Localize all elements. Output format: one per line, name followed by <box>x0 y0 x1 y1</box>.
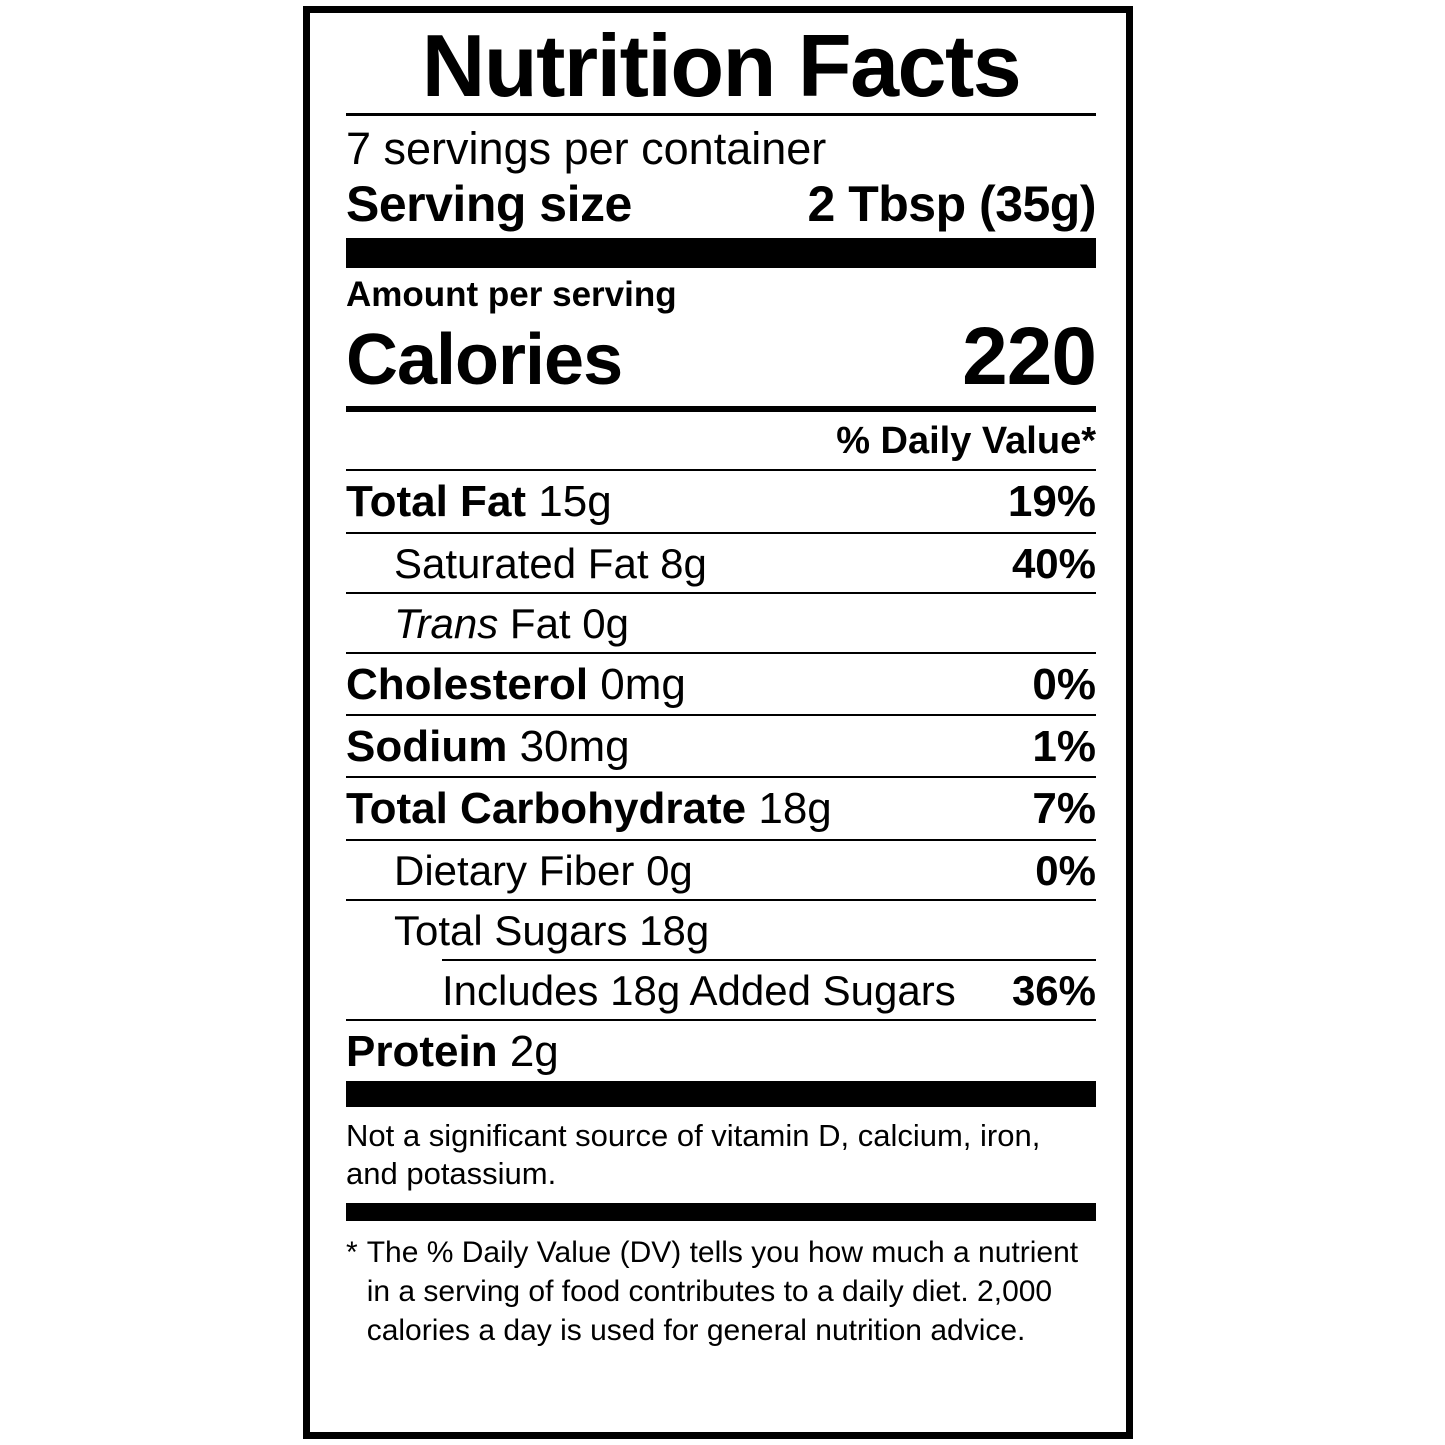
nutrient-name: Protein <box>346 1026 498 1076</box>
footnote-star: * <box>346 1235 358 1269</box>
nutrient-name: Includes 18g Added Sugars <box>442 966 956 1014</box>
amount-per-serving-label: Amount per serving <box>346 274 677 314</box>
nutrient-dv: 40% <box>1011 539 1096 587</box>
nutrient-name: Trans <box>394 599 499 647</box>
nutrition-facts-panel <box>303 6 1133 1439</box>
daily-value-header: % Daily Value* <box>836 420 1096 463</box>
nutrient-name: Saturated Fat <box>394 539 649 587</box>
nutrient-name: Total Carbohydrate <box>346 784 747 834</box>
nutrient-amount: 15g <box>538 477 612 527</box>
not-significant-source-note: Not a significant source of vitamin D, calcium, iron, and potassium. <box>346 1117 1041 1191</box>
calories-row <box>346 311 1096 406</box>
nutrient-label <box>394 907 709 954</box>
divider-thick-bottom <box>346 1081 1096 1107</box>
nutrient-amount: Fat 0g <box>509 599 629 647</box>
nutrient-label <box>346 1027 559 1076</box>
table-row <box>346 594 1096 652</box>
table-row <box>346 961 1096 1019</box>
calories-value: 220 <box>962 311 1096 403</box>
nutrient-label <box>346 477 612 526</box>
divider-thick-top <box>346 238 1096 268</box>
nutrient-amount: 8g <box>660 539 707 587</box>
table-row <box>346 471 1096 531</box>
divider-above-footnote <box>346 1203 1096 1221</box>
table-row <box>346 534 1096 592</box>
serving-size-label: Serving size <box>346 175 632 232</box>
nutrient-dv: 19% <box>1007 477 1096 527</box>
nutrient-label <box>394 600 629 647</box>
nutrient-amount: 18g <box>639 906 710 954</box>
nutrient-dv: 7% <box>1032 784 1096 834</box>
table-row <box>346 778 1096 838</box>
nutrient-name: Dietary Fiber <box>394 846 635 894</box>
footnote-text: The % Daily Value (DV) tells you how much a nutrient in a serving of food contributes to a daily diet. 2,000 calories a day is used for general nutrition advice. <box>366 1235 1079 1347</box>
nutrient-name: Cholesterol <box>346 659 589 709</box>
nutrient-dv: 36% <box>1011 966 1096 1014</box>
nutrient-name: Total Sugars <box>394 906 628 954</box>
nutrient-dv: 1% <box>1032 722 1096 772</box>
panel-inner <box>346 16 1096 1432</box>
nutrient-amount: 0mg <box>600 659 686 709</box>
table-row <box>346 841 1096 899</box>
serving-size-value: 2 Tbsp (35g) <box>807 175 1096 232</box>
table-row <box>346 716 1096 776</box>
table-row <box>346 1021 1096 1081</box>
nutrient-amount: 18g <box>758 784 832 834</box>
nutrient-label <box>346 660 686 709</box>
table-row <box>346 901 1096 959</box>
servings-per-container: 7 servings per container <box>346 122 827 174</box>
panel-title: Nutrition Facts <box>421 16 1021 115</box>
nutrient-label <box>394 847 693 894</box>
nutrient-label <box>346 784 832 833</box>
table-row <box>346 654 1096 714</box>
nutrient-name: Sodium <box>346 722 508 772</box>
daily-value-footnote <box>346 1221 1096 1350</box>
serving-size-row <box>346 175 1096 238</box>
nutrient-amount: 2g <box>509 1026 559 1076</box>
nutrient-dv: 0% <box>1032 659 1096 709</box>
nutrient-amount: 30mg <box>519 722 630 772</box>
calories-label: Calories <box>346 320 623 401</box>
nutrient-label <box>346 722 630 771</box>
nutrient-label <box>394 540 707 587</box>
nutrient-name: Total Fat <box>346 477 527 527</box>
nutrient-label <box>442 967 956 1014</box>
nutrient-amount: 0g <box>646 846 693 894</box>
nutrient-dv: 0% <box>1035 846 1096 894</box>
